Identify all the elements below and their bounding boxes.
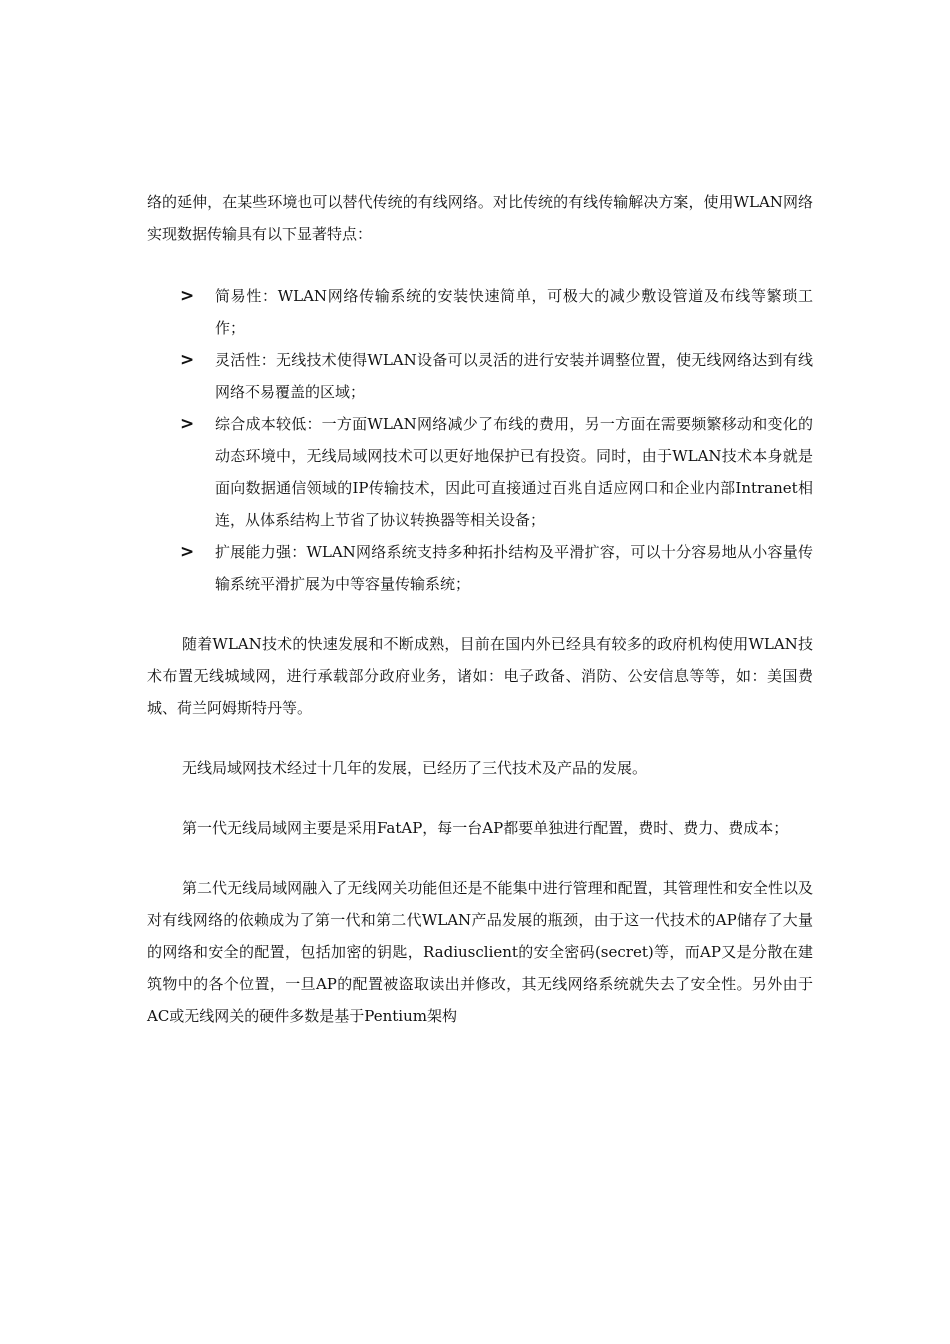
list-item — [147, 280, 813, 344]
spacer — [147, 844, 813, 872]
list-item-text: 简易性：WLAN网络传输系统的安装快速简单，可极大的减少敷设管道及布线等繁琐工作； — [215, 287, 813, 337]
document-page — [147, 186, 813, 1032]
bullet-arrow-icon: > — [180, 350, 195, 370]
spacer — [147, 784, 813, 812]
paragraph-wlan-adoption: 随着WLAN技术的快速发展和不断成熟，目前在国内外已经具有较多的政府机构使用WLAN技术布置无线城域网，进行承载部分政府业务，诸如：电子政备、消防、公安信息等等，如：美国费城、荷兰阿姆斯特丹等。 — [147, 635, 813, 717]
feature-list — [147, 280, 813, 600]
spacer — [147, 600, 813, 628]
list-item — [147, 536, 813, 600]
spacer — [147, 724, 813, 752]
paragraph-first-generation: 第一代无线局域网主要是采用FatAP，每一台AP都要单独进行配置，费时、费力、费成本； — [182, 819, 789, 837]
bullet-arrow-icon: > — [180, 542, 195, 562]
list-item — [147, 344, 813, 408]
list-item-text: 综合成本较低：一方面WLAN网络减少了布线的费用，另一方面在需要频繁移动和变化的动态环境中，无线局域网技术可以更好地保护已有投资。同时，由于WLAN技术本身就是面向数据通信领域的IP传输技术，因此可直接通过百兆自适应网口和企业内部Intranet相连，从体系结构上节省了协议转换器等相关设备； — [215, 415, 813, 529]
list-item-text: 扩展能力强：WLAN网络系统支持多种拓扑结构及平滑扩容，可以十分容易地从小容量传输系统平滑扩展为中等容量传输系统； — [215, 543, 813, 593]
spacer — [147, 250, 813, 280]
bullet-arrow-icon: > — [180, 414, 195, 434]
list-item-text: 灵活性：无线技术使得WLAN设备可以灵活的进行安装并调整位置，使无线网络达到有线网络不易覆盖的区域； — [215, 351, 813, 401]
intro-paragraph: 络的延伸，在某些环境也可以替代传统的有线网络。对比传统的有线传输解决方案，使用WLAN网络实现数据传输具有以下显著特点： — [147, 193, 813, 243]
list-item — [147, 408, 813, 536]
paragraph-second-generation: 第二代无线局域网融入了无线网关功能但还是不能集中进行管理和配置，其管理性和安全性以及对有线网络的依赖成为了第一代和第二代WLAN产品发展的瓶颈，由于这一代技术的AP储存了大量的网络和安全的配置，包括加密的钥匙，Radiusclient的安全密码(secret)等，而AP又是分散在建筑物中的各个位置，一旦AP的配置被盗取读出并修改，其无线网络系统就失去了安全性。另外由于AC或无线网关的硬件多数是基于Pentium架构 — [147, 879, 813, 1025]
bullet-arrow-icon: > — [180, 286, 195, 306]
paragraph-three-generations: 无线局域网技术经过十几年的发展，已经历了三代技术及产品的发展。 — [182, 759, 648, 777]
